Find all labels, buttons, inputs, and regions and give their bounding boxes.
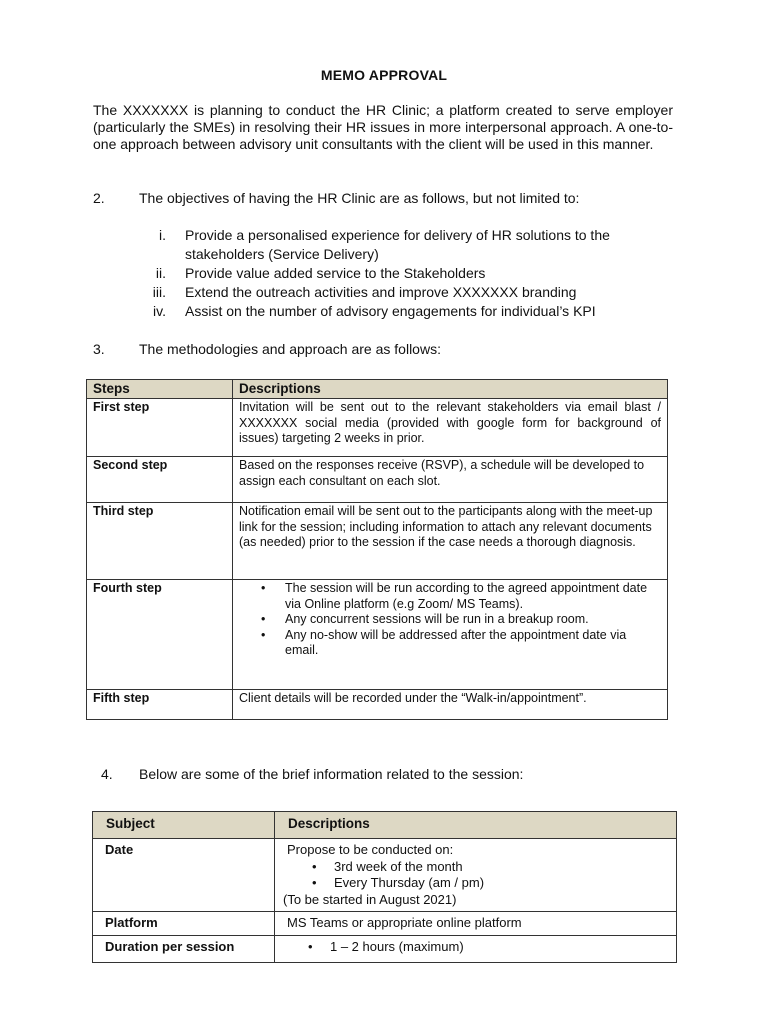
- list-item: • 1 – 2 hours (maximum): [330, 939, 664, 956]
- column-header-subject: Subject: [93, 812, 275, 839]
- list-number: iii.: [152, 284, 166, 300]
- list-item: • 3rd week of the month: [334, 859, 664, 876]
- column-header-descriptions: Descriptions: [233, 380, 668, 399]
- list-number: iv.: [153, 303, 166, 319]
- column-header-steps: Steps: [87, 380, 233, 399]
- description-cell: [275, 839, 677, 912]
- paragraph-2: [93, 190, 579, 207]
- table-row: [87, 399, 668, 457]
- list-number: ii.: [155, 265, 166, 281]
- table-row: [87, 503, 668, 580]
- list-item: [140, 226, 680, 264]
- list-item: [140, 264, 680, 283]
- objectives-list: [140, 226, 680, 321]
- description-cell: Based on the responses receive (RSVP), a schedule will be developed to assign each consultant on each slot.: [233, 457, 668, 503]
- paragraph-number: 2.: [93, 190, 105, 206]
- list-text: Provide value added service to the Stakeholders: [185, 265, 486, 281]
- paragraph-text: The objectives of having the HR Clinic are as follows, but not limited to:: [139, 190, 580, 206]
- description-cell: MS Teams or appropriate online platform: [275, 912, 677, 936]
- table-row: [87, 457, 668, 503]
- list-item: • Any no-show will be addressed after the appointment date via email.: [285, 628, 661, 659]
- table-header-row: [93, 812, 677, 839]
- paragraph-number: 3.: [93, 341, 105, 357]
- list-text: Provide a personalised experience for delivery of HR solutions to the stakeholders (Service Delivery): [185, 227, 610, 262]
- description-cell: [275, 935, 677, 962]
- step-cell: First step: [87, 399, 233, 457]
- step-cell: Fifth step: [87, 690, 233, 720]
- list-number: i.: [159, 227, 166, 243]
- step-cell: Third step: [87, 503, 233, 580]
- column-header-descriptions: Descriptions: [275, 812, 677, 839]
- description-cell: Notification email will be sent out to the participants along with the meet-up link for the session; including information to attach any relevant documents (as needed) prior to the session if the case needs a thorough diagnosis.: [233, 503, 668, 580]
- steps-table: [86, 379, 668, 720]
- list-item: • The session will be run according to the agreed appointment date via Online platform (e.g Zoom/ MS Teams).: [285, 581, 661, 612]
- table-row: [93, 935, 677, 962]
- list-item: [140, 283, 680, 302]
- paragraph-4: [101, 766, 523, 783]
- bullet-list: [287, 939, 664, 956]
- paragraph-3: [93, 341, 441, 358]
- table-row: [93, 912, 677, 936]
- table-row: [87, 580, 668, 690]
- table-row: [93, 839, 677, 912]
- list-text: Assist on the number of advisory engagements for individual’s KPI: [185, 303, 596, 319]
- subject-cell: Platform: [93, 912, 275, 936]
- paragraph-text: Below are some of the brief information related to the session:: [139, 766, 524, 782]
- list-item: • Every Thursday (am / pm): [334, 875, 664, 892]
- list-item: [140, 302, 680, 321]
- bullet-list: [239, 581, 661, 659]
- intro-paragraph: The XXXXXXX is planning to conduct the HR Clinic; a platform created to serve employer (particularly the SMEs) in resolving their HR issues in more interpersonal approach. A one-to-one approach between advisory unit consultants with the client will be used in this manner.: [93, 102, 673, 152]
- step-cell: Second step: [87, 457, 233, 503]
- description-cell: Client details will be recorded under the “Walk-in/appointment”.: [233, 690, 668, 720]
- paragraph-text: The methodologies and approach are as follows:: [139, 341, 441, 357]
- subject-cell: Duration per session: [93, 935, 275, 962]
- list-item: • Any concurrent sessions will be run in a breakup room.: [285, 612, 661, 628]
- table-row: [87, 690, 668, 720]
- session-table: [92, 811, 677, 963]
- subject-cell: Date: [93, 839, 275, 912]
- description-cell: [233, 580, 668, 690]
- date-note: (To be started in August 2021): [283, 891, 457, 907]
- date-intro: Propose to be conducted on:: [287, 842, 454, 857]
- memo-title: MEMO APPROVAL: [320, 67, 448, 83]
- bullet-list: [287, 859, 664, 892]
- step-cell: Fourth step: [87, 580, 233, 690]
- description-cell: Invitation will be sent out to the relevant stakeholders via email blast / XXXXXXX social media (provided with google form for background of issues) targeting 2 weeks in prior.: [233, 399, 668, 457]
- paragraph-number: 4.: [101, 766, 113, 782]
- table-header-row: [87, 380, 668, 399]
- list-text: Extend the outreach activities and improve XXXXXXX branding: [185, 284, 577, 300]
